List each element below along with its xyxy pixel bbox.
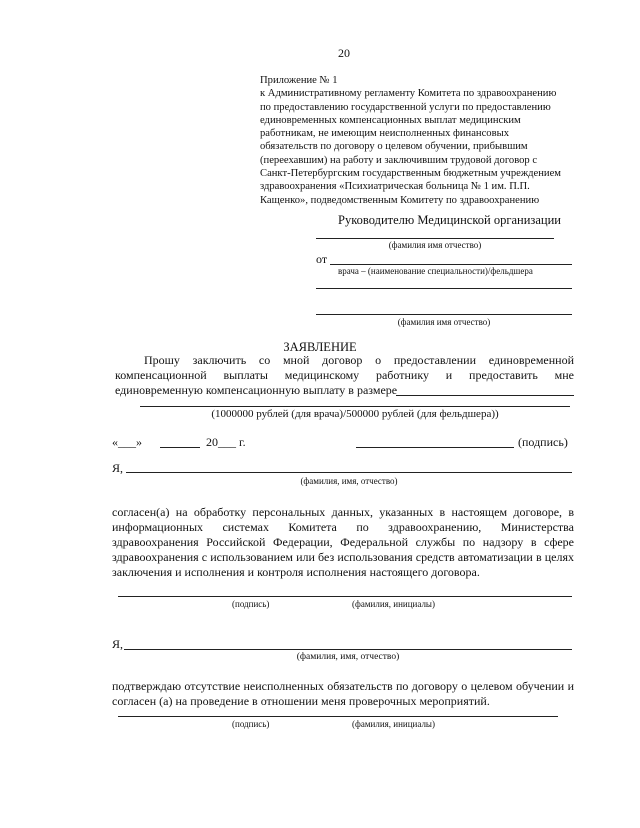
fullname-line-2[interactable] <box>316 314 572 315</box>
consent-line-3: здравоохранения Российской Федерации, Федеральной службы по надзору в сфере <box>112 535 574 549</box>
confirmation-line-2: согласен (а) на проведение в отношении меня проверочных мероприятий. <box>112 694 490 708</box>
date-day[interactable]: «___» <box>112 435 142 449</box>
consent-line-5: заключения и исполнения и контроля исполнения настоящего договора. <box>112 565 480 579</box>
fio-line-2[interactable] <box>124 649 572 650</box>
fio-hint-2: (фамилия, имя, отчество) <box>296 652 400 662</box>
i-prefix-2: Я, <box>112 637 124 651</box>
appendix-block <box>260 74 580 207</box>
statement-title: ЗАЯВЛЕНИЕ <box>283 340 357 354</box>
confirmation-signature-hint: (подпись) <box>232 719 270 729</box>
appendix-line: единовременных компенсационных выплат медицинским <box>260 114 521 126</box>
confirmation-line-1: подтверждаю отсутствие неисполненных обязательств по договору о целевом обучении и <box>112 679 574 693</box>
statement-line-3: единовременную компенсационную выплату в размере <box>115 383 398 397</box>
appendix-line: Санкт-Петербургским государственным бюджетным учреждением <box>260 168 561 180</box>
amount-hint: (1000000 рублей (для врача)/500000 рублей (для фельдшера)) <box>211 408 499 420</box>
consent-line-4: здравоохранения с использованием или без использования средств автоматизации в целях <box>112 550 574 564</box>
from-prefix: от <box>316 252 328 266</box>
confirmation-initials-hint: (фамилия, инициалы) <box>352 719 435 729</box>
fullname-line[interactable] <box>316 238 554 239</box>
appendix-line: к Административному регламенту Комитета по здравоохранению <box>260 88 557 100</box>
appendix-line: работникам, не имеющим неисполненных финансовых <box>260 128 510 140</box>
statement-line-1: Прошу заключить со мной договор о предоставлении единовременной <box>144 353 574 367</box>
addressee-title: Руководителю Медицинской организации <box>338 213 561 227</box>
fullname-hint-2: (фамилия имя отчество) <box>397 317 491 327</box>
date-month-line[interactable] <box>160 447 200 448</box>
date-year[interactable]: 20___ г. <box>206 435 246 449</box>
fio-line-1[interactable] <box>126 472 572 473</box>
confirmation-signature-line[interactable] <box>118 716 558 717</box>
appendix-line: здравоохранения «Психиатрическая больница № 1 им. П.П. <box>260 181 530 193</box>
appendix-line: (переехавшим) на работу и заключившим трудовой договор с <box>260 154 538 166</box>
statement-line-2: компенсационной выплаты медицинскому работнику и предоставить мне <box>115 368 574 382</box>
fio-hint-1: (фамилия, имя, отчество) <box>300 476 398 486</box>
appendix-line: обязательств по договору о целевом обучении, прибывшим <box>260 141 528 153</box>
i-prefix-1: Я, <box>112 461 124 475</box>
consent-initials-hint: (фамилия, инициалы) <box>352 599 435 609</box>
appendix-line: по предоставлению государственной услуги по предоставлению <box>260 101 551 113</box>
position-line[interactable] <box>316 288 572 289</box>
consent-line-1: согласен(а) на обработку персональных данных, указанных в настоящем договоре, в <box>112 505 574 519</box>
amount-line-inline[interactable] <box>396 395 574 396</box>
amount-line[interactable] <box>140 406 570 407</box>
appendix-line: Приложение № 1 <box>260 75 338 86</box>
fullname-hint: (фамилия имя отчество) <box>388 240 482 250</box>
position-hint: врача – (наименование специальности)/фельдшера <box>338 266 533 276</box>
consent-signature-line[interactable] <box>118 596 572 597</box>
signature-line-1[interactable] <box>356 447 514 448</box>
consent-signature-hint: (подпись) <box>232 599 270 609</box>
appendix-line: Кащенко», подведомственным Комитету по здравоохранению <box>260 194 540 206</box>
from-line[interactable] <box>330 264 572 265</box>
page-number: 20 <box>338 46 350 60</box>
signature-label-1: (подпись) <box>518 435 568 449</box>
consent-line-2: информационных системах Комитета по здравоохранению, Министерства <box>112 520 574 534</box>
